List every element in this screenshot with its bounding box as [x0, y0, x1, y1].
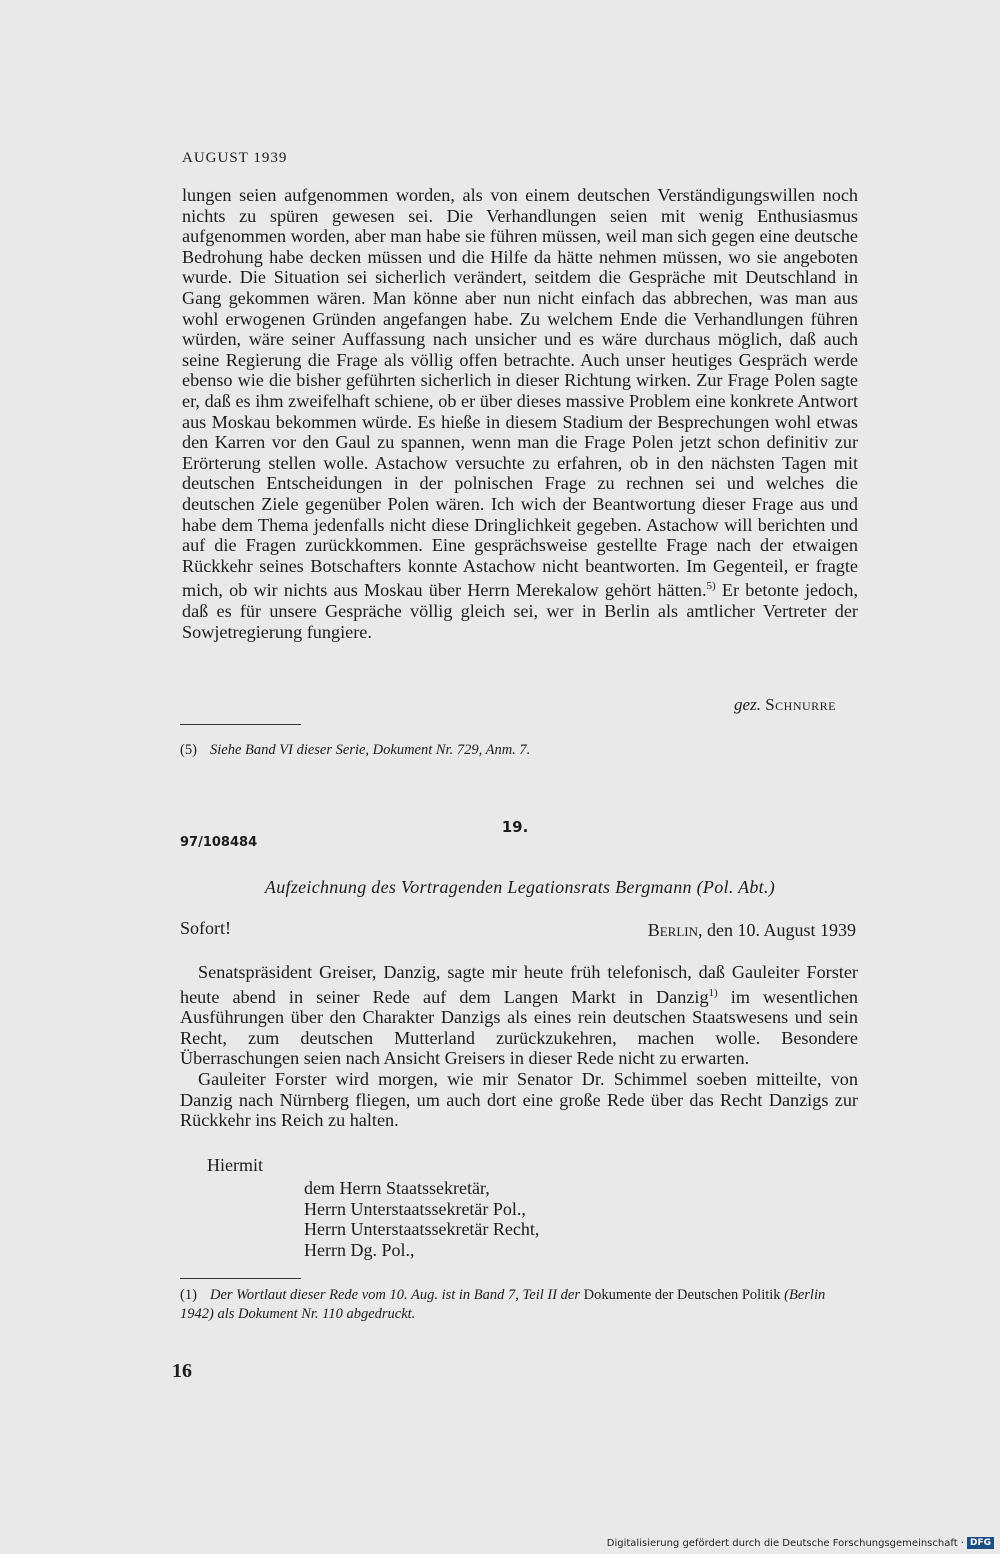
footnote-reference: 1) [708, 986, 718, 999]
running-head: AUGUST 1939 [182, 150, 288, 166]
footnote-text-end: (Berlin 1942) als Dokument Nr. 110 abgedruckt. [180, 1287, 826, 1322]
recipient: Herrn Unterstaatssekretär Recht, [304, 1219, 540, 1240]
paragraph-text: lungen seien aufgenommen worden, als von einem deutschen Verständigungswillen noch nichts zu spüren gewesen sei. Die Verhandlungen seien mit wenig Enthusiasmus aufgenommen worden, aber man habe sie führen müssen, weil man sich gegen eine deutsche Bedrohung habe decken müssen und die Hilfe da hätte nehmen müssen, wo sie angeboten wurde. Die Situation sei sicherlich verändert, seitdem die Gespräche mit Deutschland in Gang gekommen wären. Man könne aber nun nicht einfach das abbrechen, was man aus wohl erwogenen Gründen angefangen habe. Zu welchem Ende die Verhandlungen führen würden, wäre seiner Auffassung nach unsicher und es wäre durchaus möglich, daß auch seine Regierung die Frage als völlig offen betrachte. Auch unser heutiges Gespräch werde ebenso wie die bisher geführten sicherlich in dieser Richtung wirken. Zur Frage Polen sagte er, daß es ihm zweifelhaft schiene, ob er über dieses massive Problem eine konkrete Antwort aus Moskau bekommen würde. Es hieße in diesem Stadium der Besprechungen wohl etwas den Karren vor den Gaul zu spannen, wenn man die Frage Polen jetzt schon definitiv zur Erörterung stellen wolle. Astachow versuchte zu erfahren, ob in den nächsten Tagen mit deutschen Entscheidungen in der polnischen Frage zu rechnen sei und welches die deutschen Ziele gegenüber Polen wären. Ich wich der Beantwortung dieser Frage aus und habe dem Thema jedenfalls nicht diese Dringlichkeit gegeben. Astachow will berichten und auf die Fragen zurückkommen. Eine gesprächsweise gestellte Frage nach der etwaigen Rückkehr seines Botschafters konnte Astachow nicht beantworten. Im Gegenteil, er fragte mich, ob wir nichts aus Moskau über Herrn Merekalow gehört hätten. [182, 185, 858, 601]
recipient-list [304, 1178, 539, 1260]
dfg-logo: DFG [967, 1537, 994, 1549]
footnote [180, 1286, 856, 1324]
paragraph-text-end: Er betonte jedoch, daß es für unsere Gespräche völlig gleich sei, wer in Berlin als amtlicher Vertreter der Sowjetregierung fungiere. [182, 580, 858, 642]
body-text [180, 962, 858, 1131]
footnote-reference: 5) [706, 580, 716, 593]
signature-name: Schnurre [765, 695, 836, 714]
signature [182, 695, 836, 715]
document-heading: Aufzeichnung des Vortragenden Legationsrats Bergmann (Pol. Abt.) [264, 877, 776, 897]
footnote-divider [180, 724, 301, 725]
place: Berlin [647, 920, 698, 940]
distribution-intro: Hiermit [207, 1155, 263, 1175]
recipient: dem Herrn Staatssekretär, [304, 1178, 490, 1198]
footnote-number: (5) [180, 742, 197, 758]
document-number: 19. [501, 818, 529, 836]
footnote-number: (1) [180, 1287, 197, 1303]
paragraph [182, 185, 858, 642]
footnote-text: Der Wortlaut dieser Rede vom 10. Aug. ist in Band 7, Teil II der [210, 1287, 580, 1303]
page-number: 16 [172, 1360, 192, 1382]
footnote-text: Siehe Band VI dieser Serie, Dokument Nr. 729, Anm. 7. [210, 742, 531, 758]
place-and-date [560, 920, 856, 941]
footnote-title: Dokumente der Deutschen Politik [583, 1287, 781, 1303]
credit-text: Digitalisierung gefördert durch die Deutsche Forschungsgemeinschaft · [606, 1537, 964, 1549]
digitization-credit [607, 1537, 994, 1549]
paragraph: Gauleiter Forster wird morgen, wie mir Senator Dr. Schimmel soeben mitteilte, von Danzig nach Nürnberg fliegen, um auch dort eine große Rede über das Recht Danzigs zur Rückkehr ins Reich zu halten. [180, 1069, 858, 1131]
paragraph-text-end: im wesentlichen Ausführungen über den Charakter Danzigs als eines rein deutschen Staatswesens und sein Recht, zum deutschen Mutterland zurückzukehren, machen wolle. Besondere Überraschungen seien nach Ansicht Greisers in dieser Rede nicht zu erwarten. [180, 986, 858, 1069]
footnote [180, 741, 856, 760]
film-reference-number: 97/108484 [180, 835, 258, 850]
urgency-note: Sofort! [180, 918, 231, 938]
body-text-continuation [182, 185, 858, 642]
footnote-divider [180, 1278, 301, 1279]
paragraph [180, 962, 858, 1069]
signature-prefix: gez. [734, 695, 761, 714]
date: , den 10. August 1939 [697, 920, 856, 940]
recipient: Herrn Unterstaatssekretär Pol., [304, 1198, 526, 1219]
paragraph-text: Senatspräsident Greiser, Danzig, sagte mir heute früh telefonisch, daß Gauleiter Forster heute abend in seiner Rede auf dem Langen Markt in Danzig [180, 962, 858, 1007]
recipient: Herrn Dg. Pol., [304, 1239, 415, 1260]
